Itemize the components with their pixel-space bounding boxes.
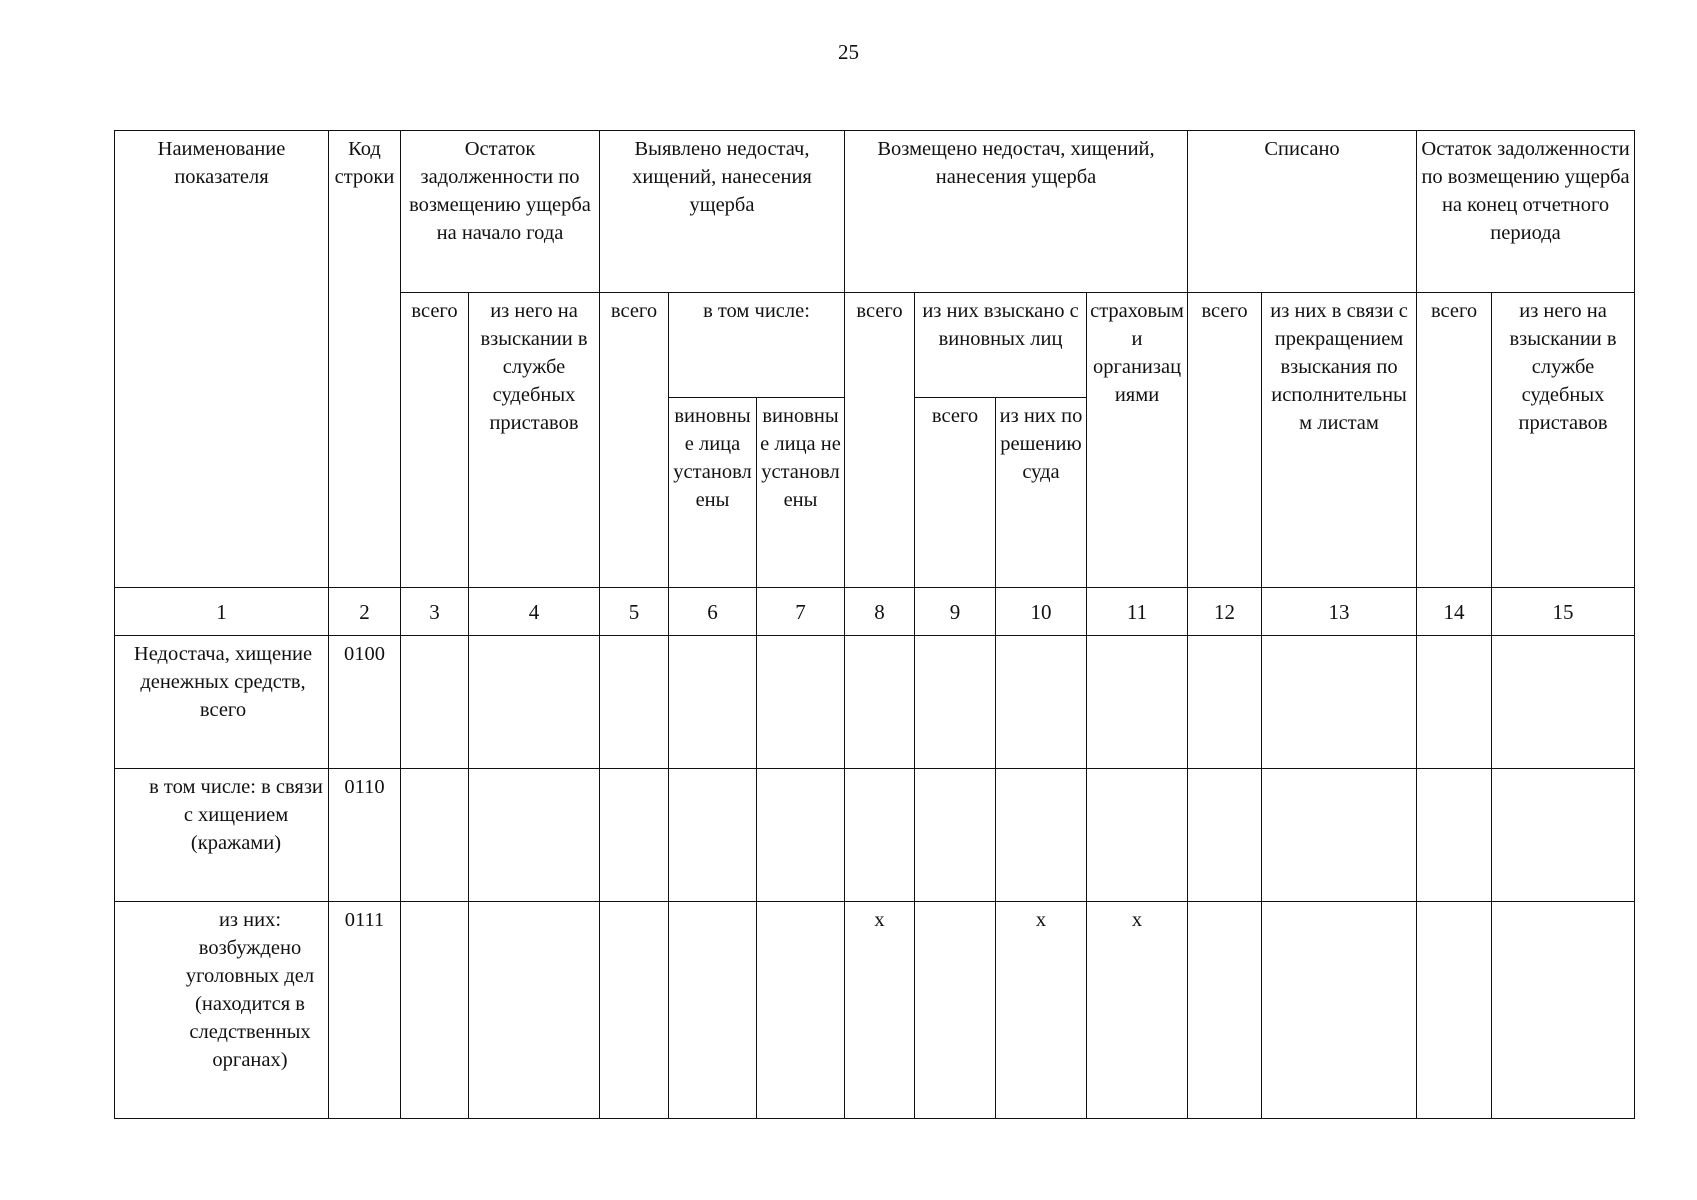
data-cell: [600, 636, 669, 769]
data-cell: [1417, 769, 1492, 902]
col-header-recovered-total: всего: [845, 293, 915, 588]
group-header-recovered: Возмещено недостач, хищений, нанесения ущерба: [845, 131, 1188, 293]
column-number: 6: [669, 588, 757, 636]
data-cell: [915, 636, 996, 769]
data-cell: [845, 769, 915, 902]
data-cell: [1087, 769, 1188, 902]
subgroup-header-including: в том числе:: [669, 293, 845, 398]
data-cell: [757, 636, 845, 769]
data-cell: x: [996, 902, 1087, 1119]
data-cell: [845, 636, 915, 769]
data-cell: [1188, 902, 1262, 1119]
subgroup-header-from-guilty: из них взыскано с виновных лиц: [915, 293, 1087, 398]
data-cell: [1188, 769, 1262, 902]
column-number: 13: [1262, 588, 1417, 636]
row-name: Недостача, хищение денежных средств, всего: [115, 636, 329, 769]
column-number: 9: [915, 588, 996, 636]
col-header-terminated: из них в связи с прекращением взыскания по исполнительным листам: [1262, 293, 1417, 588]
table-row: [115, 769, 1635, 902]
column-number: 3: [401, 588, 469, 636]
data-cell: [996, 636, 1087, 769]
data-cell: [401, 902, 469, 1119]
col-header-court: из них по решению суда: [996, 398, 1087, 588]
data-cell: [469, 636, 600, 769]
column-number: 7: [757, 588, 845, 636]
data-cell: [996, 769, 1087, 902]
column-number: 12: [1188, 588, 1262, 636]
col-header-opening-total: всего: [401, 293, 469, 588]
report-table: [114, 130, 1635, 1119]
data-cell: [757, 902, 845, 1119]
data-cell: [1492, 636, 1635, 769]
col-header-closing-total: всего: [1417, 293, 1492, 588]
data-cell: [469, 769, 600, 902]
data-cell: [1188, 636, 1262, 769]
data-cell: [401, 636, 469, 769]
data-cell: x: [1087, 902, 1188, 1119]
data-cell: [669, 769, 757, 902]
row-code: 0100: [329, 636, 401, 769]
col-header-guilty-known: виновные лица установлены: [669, 398, 757, 588]
column-number: 2: [329, 588, 401, 636]
row-name: из них: возбуждено уголовных дел (находится в следственных органах): [115, 902, 329, 1119]
group-header-detected: Выявлено недостач, хищений, нанесения ущерба: [600, 131, 845, 293]
col-header-written-off-total: всего: [1188, 293, 1262, 588]
group-header-opening-balance: Остаток задолженности по возмещению ущерба на начало года: [401, 131, 600, 293]
row-name: в том числе: в связи с хищением (кражами): [115, 769, 329, 902]
column-number: 8: [845, 588, 915, 636]
column-number: 14: [1417, 588, 1492, 636]
column-number: 1: [115, 588, 329, 636]
col-header-guilty-unknown: виновные лица не установлены: [757, 398, 845, 588]
data-cell: [1417, 636, 1492, 769]
table-row: [115, 636, 1635, 769]
column-number: 4: [469, 588, 600, 636]
col-header-closing-bailiffs: из него на взыскании в службе судебных приставов: [1492, 293, 1635, 588]
data-cell: [469, 902, 600, 1119]
group-header-written-off: Списано: [1188, 131, 1417, 293]
column-number: 11: [1087, 588, 1188, 636]
table-row: [115, 902, 1635, 1119]
data-cell: [915, 902, 996, 1119]
col-header-guilty-total: всего: [915, 398, 996, 588]
data-cell: [1262, 769, 1417, 902]
column-number: 15: [1492, 588, 1635, 636]
data-cell: [600, 902, 669, 1119]
column-number-row: [115, 588, 1635, 636]
data-cell: [669, 636, 757, 769]
data-cell: [600, 769, 669, 902]
column-number: 10: [996, 588, 1087, 636]
data-cell: [757, 769, 845, 902]
col-header-name: Наименование показателя: [115, 131, 329, 588]
data-cell: [1417, 902, 1492, 1119]
col-header-detected-total: всего: [600, 293, 669, 588]
data-cell: [915, 769, 996, 902]
row-code: 0110: [329, 769, 401, 902]
group-header-closing-balance: Остаток задолженности по возмещению ущерба на конец отчетного периода: [1417, 131, 1635, 293]
page-number: 25: [838, 40, 859, 64]
data-cell: [1262, 636, 1417, 769]
col-header-code: Код строки: [329, 131, 401, 588]
header-row-1: [115, 131, 1635, 293]
data-cell: [401, 769, 469, 902]
col-header-insurance: страховыми организациями: [1087, 293, 1188, 588]
data-cell: [1492, 769, 1635, 902]
row-code: 0111: [329, 902, 401, 1119]
data-cell: [1087, 636, 1188, 769]
data-cell: [669, 902, 757, 1119]
data-cell: [1262, 902, 1417, 1119]
data-cell: [1492, 902, 1635, 1119]
data-cell: x: [845, 902, 915, 1119]
col-header-opening-bailiffs: из него на взыскании в службе судебных приставов: [469, 293, 600, 588]
column-number: 5: [600, 588, 669, 636]
